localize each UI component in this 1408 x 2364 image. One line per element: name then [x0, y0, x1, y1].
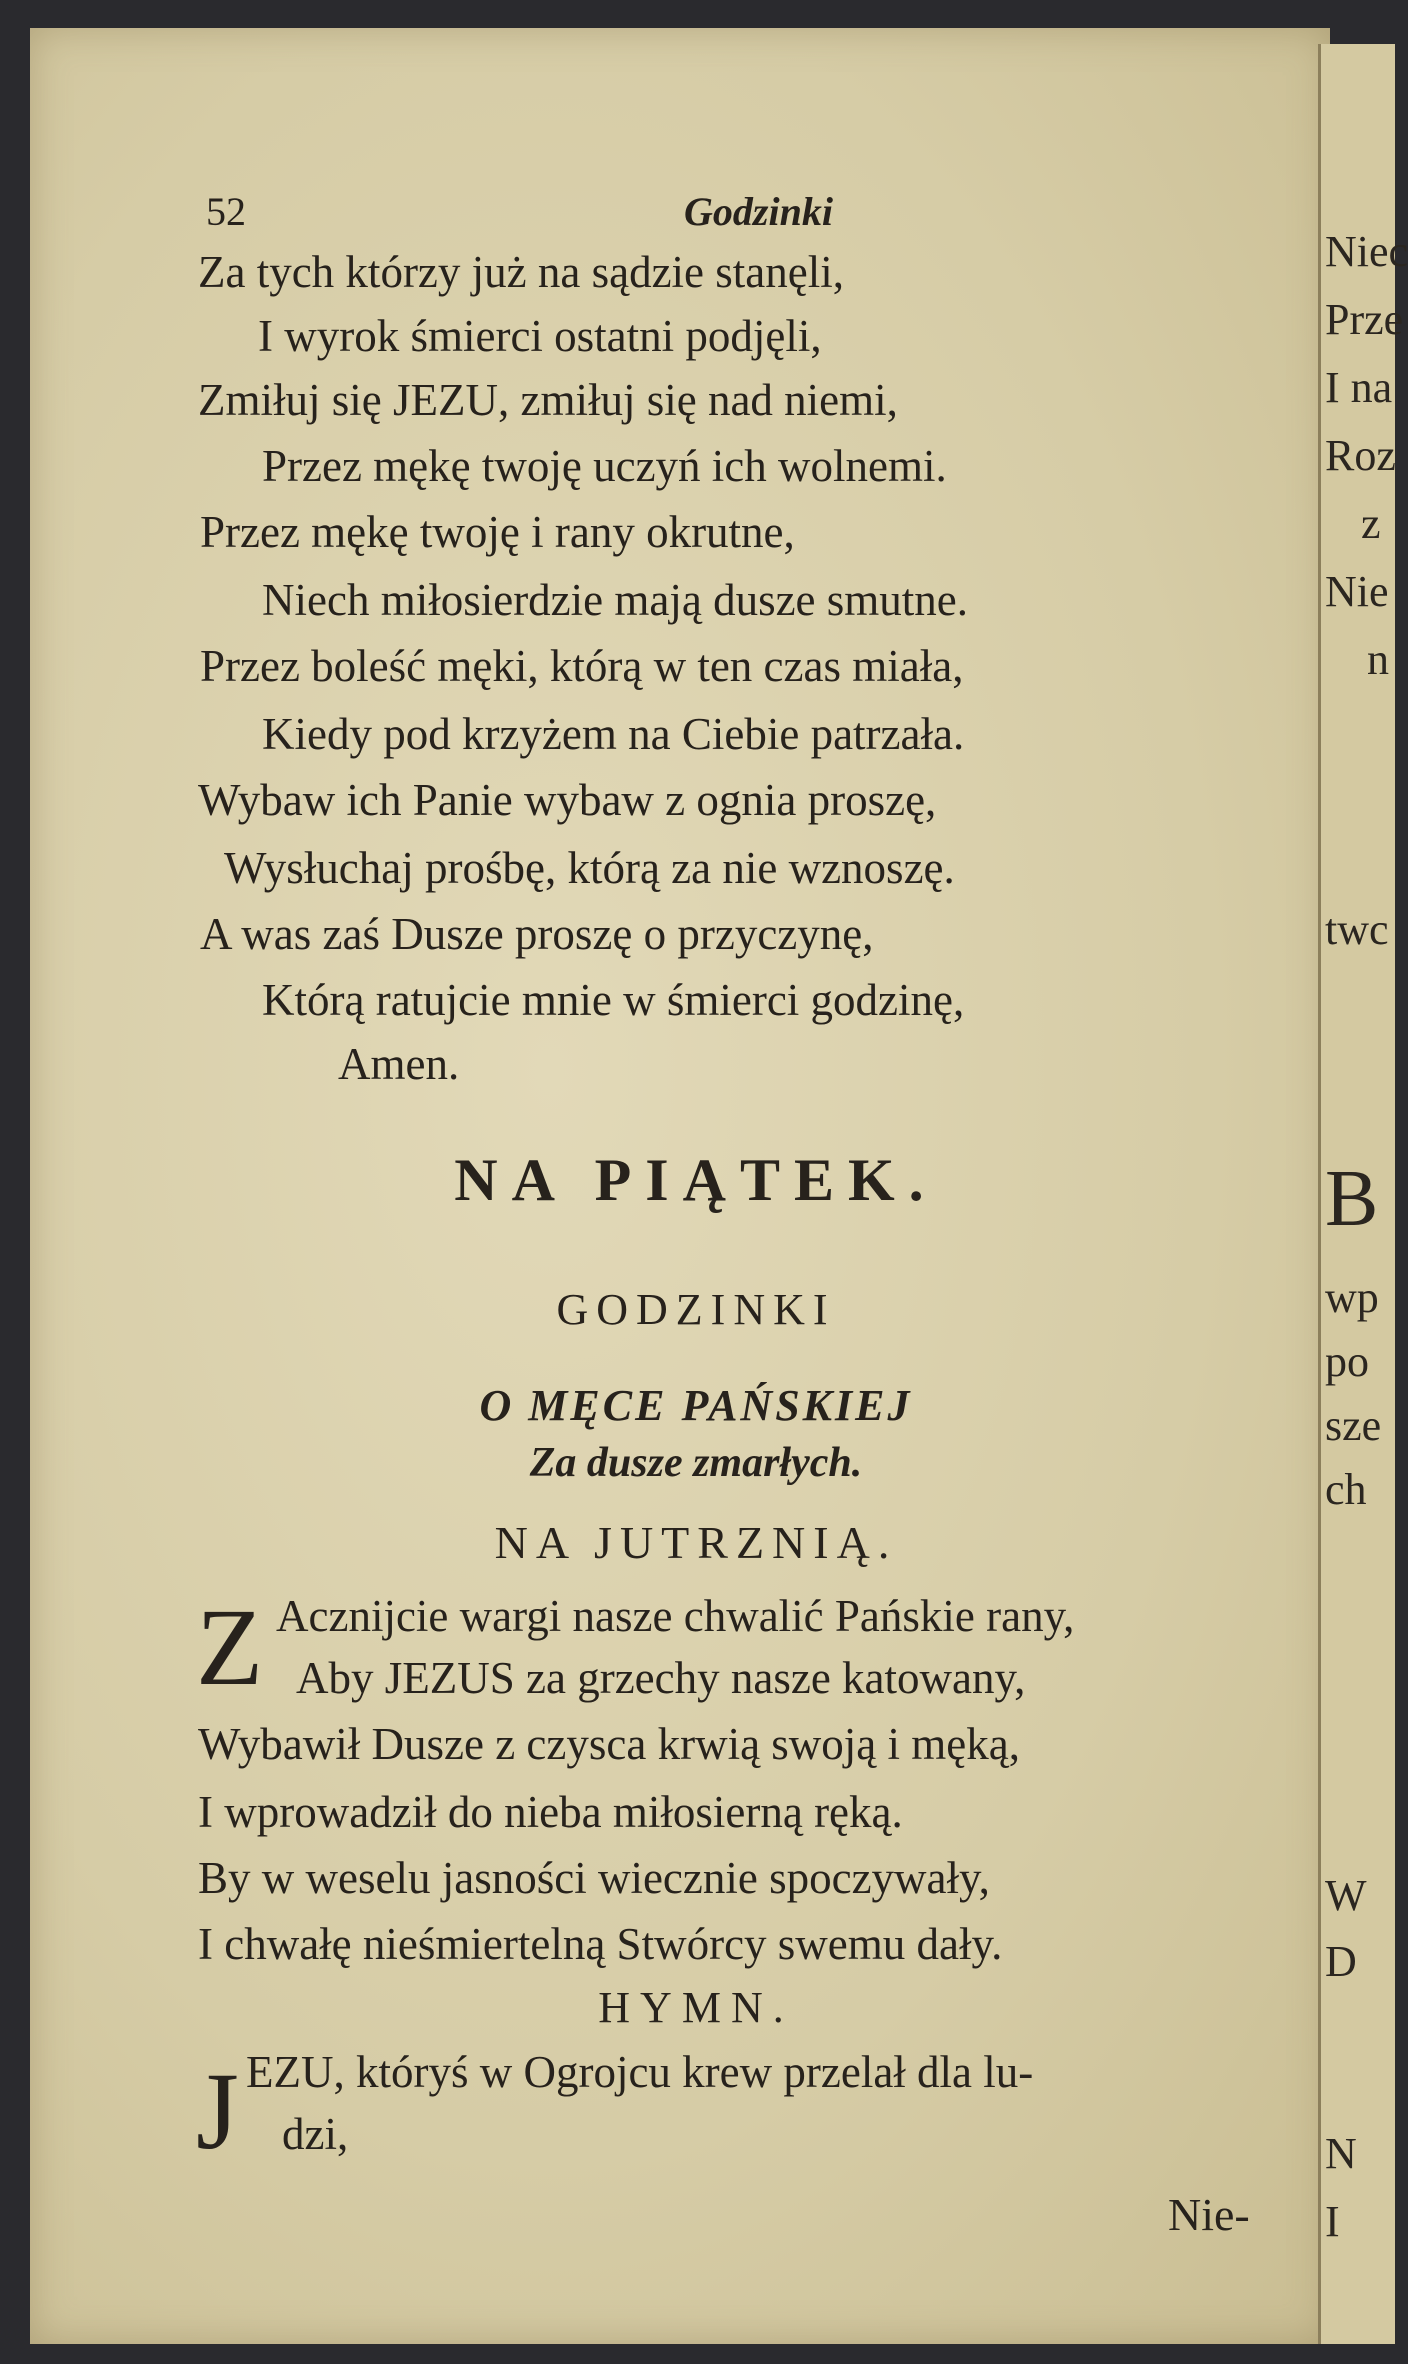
- facing-fragment: I na: [1325, 363, 1393, 412]
- dropcap-j: J: [196, 2050, 239, 2172]
- facing-fragment: z: [1361, 499, 1381, 548]
- facing-fragment: Prze: [1325, 295, 1404, 344]
- subtitle-heading: O MĘCE PAŃSKIEJ: [479, 1381, 913, 1430]
- verse-line: Za tych którzy już na sądzie stanęli,: [198, 247, 844, 297]
- dropcap-z: Z: [196, 1586, 264, 1708]
- verse-line: I wprowadził do nieba miłosierną ręką.: [198, 1787, 903, 1837]
- verse-line: I chwałę nieśmiertelną Stwórcy swemu dały.: [198, 1919, 1003, 1969]
- hymn-heading: HYMN.: [598, 1983, 794, 2032]
- catchword: Nie-: [1168, 2189, 1250, 2240]
- verse-line: Niech miłosierdzie mają dusze smutne.: [262, 575, 969, 625]
- verse-line: Którą ratujcie mnie w śmierci godzinę,: [262, 975, 965, 1025]
- verse-line: Amen.: [338, 1039, 460, 1089]
- verse-line: I wyrok śmierci ostatni podjęli,: [258, 311, 822, 361]
- verse-line: Przez mękę twoję i rany okrutne,: [200, 507, 795, 557]
- verse-line: Wybawił Dusze z czysca krwią swoją i męką,: [198, 1719, 1020, 1769]
- facing-fragment: ch: [1325, 1465, 1367, 1514]
- subtitle2-heading: Za dusze zmarłych.: [529, 1440, 863, 1486]
- verse-line: EZU, któryś w Ogrojcu krew przelał dla lu-: [246, 2047, 1034, 2097]
- verse-line: By w weselu jasności wiecznie spoczywały,: [198, 1853, 990, 1903]
- verse-line: A was zaś Dusze proszę o przyczynę,: [200, 909, 874, 959]
- facing-fragment: wp: [1325, 1273, 1379, 1322]
- facing-fragment: sze: [1325, 1401, 1382, 1450]
- facing-fragment: D: [1325, 1937, 1357, 1986]
- verse-line: Przez boleść męki, którą w ten czas miała,: [200, 641, 964, 691]
- verse-line: dzi,: [282, 2109, 349, 2159]
- godzinki-heading: GODZINKI: [556, 1285, 836, 1334]
- verse-line: Acznijcie wargi nasze chwalić Pańskie rany,: [276, 1591, 1075, 1641]
- verse-line: Wybaw ich Panie wybaw z ognia proszę,: [198, 775, 937, 825]
- facing-fragment: Roz: [1325, 431, 1396, 480]
- verse-line: Zmiłuj się JEZU, zmiłuj się nad niemi,: [198, 375, 898, 425]
- facing-fragment: n: [1367, 635, 1389, 684]
- page-number: 52: [206, 189, 246, 234]
- facing-fragment: N: [1325, 2129, 1357, 2178]
- facing-fragment: I: [1325, 2197, 1340, 2246]
- facing-fragment: twc: [1325, 905, 1389, 954]
- day-heading: NA PIĄTEK.: [454, 1147, 938, 1213]
- facing-fragment: B: [1325, 1155, 1379, 1243]
- verse-line: Aby JEZUS za grzechy nasze katowany,: [296, 1653, 1026, 1703]
- facing-fragment: po: [1325, 1337, 1369, 1386]
- jutrznia-heading: NA JUTRZNIĄ.: [494, 1517, 898, 1568]
- facing-fragment: Niec: [1325, 227, 1408, 276]
- verse-line: Wysłuchaj prośbę, którą za nie wznoszę.: [224, 843, 955, 893]
- facing-fragment: Nie: [1325, 567, 1389, 616]
- facing-fragment: W: [1325, 1871, 1367, 1920]
- running-title: Godzinki: [684, 189, 833, 234]
- verse-line: Przez mękę twoję uczyń ich wolnemi.: [262, 441, 947, 491]
- verse-line: Kiedy pod krzyżem na Ciebie patrzała.: [262, 709, 965, 759]
